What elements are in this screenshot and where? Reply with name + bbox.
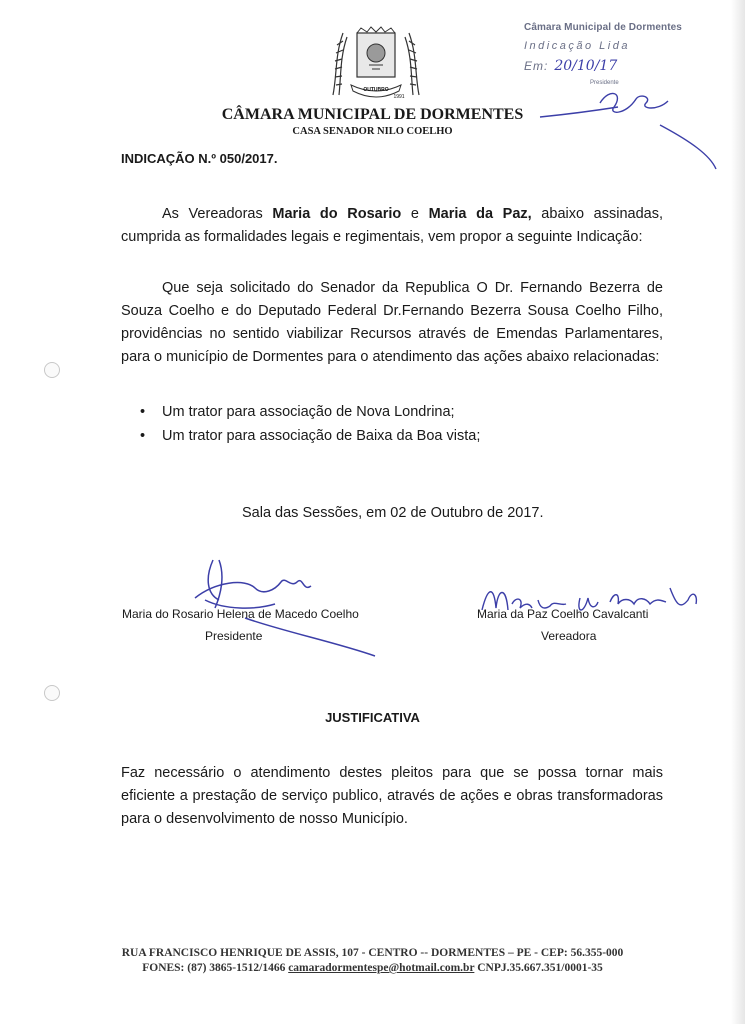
stamp-date: 20/10/17 — [554, 58, 618, 74]
signature-vereadora — [480, 580, 700, 630]
signer-2-role: Vereadora — [541, 629, 597, 643]
reading-stamp — [524, 22, 704, 86]
place-and-date: Sala das Sessões, em 02 de Outubro de 2017. — [242, 505, 544, 521]
svg-text:1991: 1991 — [393, 94, 405, 100]
stamp-line-4: Presidente — [590, 80, 619, 86]
footer-contact — [0, 962, 745, 974]
footer-phones: FONES: (87) 3865-1512/1466 — [142, 962, 289, 974]
stamp-signature — [540, 85, 740, 185]
footer-cnpj: CNPJ.35.667.351/0001-35 — [474, 962, 603, 974]
bullet-icon: • — [140, 404, 146, 420]
justification-text: Faz necessário o atendimento destes pleitos para que se possa tornar mais eficiente a prestação de serviço publico, através de ações e obras transformadoras para o desenvolvimento de nosso Município. — [121, 765, 663, 827]
intro-text-1: As Vereadoras — [162, 206, 273, 222]
intro-name-1: Maria do Rosario — [272, 206, 402, 222]
svg-text:OUTUBRO: OUTUBRO — [363, 87, 389, 93]
justification-paragraph — [121, 762, 663, 831]
institution-title: CÂMARA MUNICIPAL DE DORMENTES — [221, 106, 524, 123]
punch-hole-top — [44, 362, 60, 378]
signer-1-name: Maria do Rosario Helena de Macedo Coelho — [122, 607, 359, 621]
institution-subtitle: CASA SENADOR NILO COELHO — [292, 126, 453, 137]
punch-hole-bottom — [44, 685, 60, 701]
stamp-line-1: Câmara Municipal de Dormentes — [524, 22, 682, 33]
list-item-text: Um trator para associação de Nova Londrina; — [162, 404, 455, 420]
request-text: Que seja solicitado do Senador da Republica O Dr. Fernando Bezerra de Souza Coelho e do Deputado Federal Dr.Fernando Bezerra Sousa Coelho Filho, providências no sentido viabilizar Recursos através de Emendas Parlamentares, para o município de Dormentes para o atendimento das ações abaixo relacionadas: — [121, 280, 663, 365]
intro-text-2: e — [401, 206, 429, 222]
intro-name-2: Maria da Paz, — [428, 206, 532, 222]
footer-address: RUA FRANCISCO HENRIQUE DE ASSIS, 107 - CENTRO -- DORMENTES – PE - CEP: 56.355-000 — [121, 947, 624, 959]
coat-of-arms-icon — [325, 25, 427, 101]
indication-number: INDICAÇÃO N.º 050/2017. — [121, 151, 278, 166]
request-paragraph — [121, 277, 663, 369]
intro-text-3: abaixo assinadas, cumprida as formalidades legais e regimentais, vem propor a seguinte Indicação: — [121, 206, 663, 245]
items-list — [140, 400, 480, 448]
intro-paragraph — [121, 203, 663, 249]
signer-1-role: Presidente — [205, 629, 263, 643]
justification-title: JUSTIFICATIVA — [325, 710, 420, 725]
list-item — [140, 424, 480, 448]
stamp-line-3: Em: — [524, 59, 549, 73]
signer-2-name: Maria da Paz Coelho Cavalcanti — [477, 607, 649, 621]
stamp-line-2: Indicação Lida — [524, 40, 630, 52]
list-item-text: Um trator para associação de Baixa da Boa vista; — [162, 428, 481, 444]
list-item — [140, 400, 480, 424]
footer-email: camaradormentespe@hotmail.com.br — [288, 962, 475, 974]
bullet-icon: • — [140, 428, 146, 444]
